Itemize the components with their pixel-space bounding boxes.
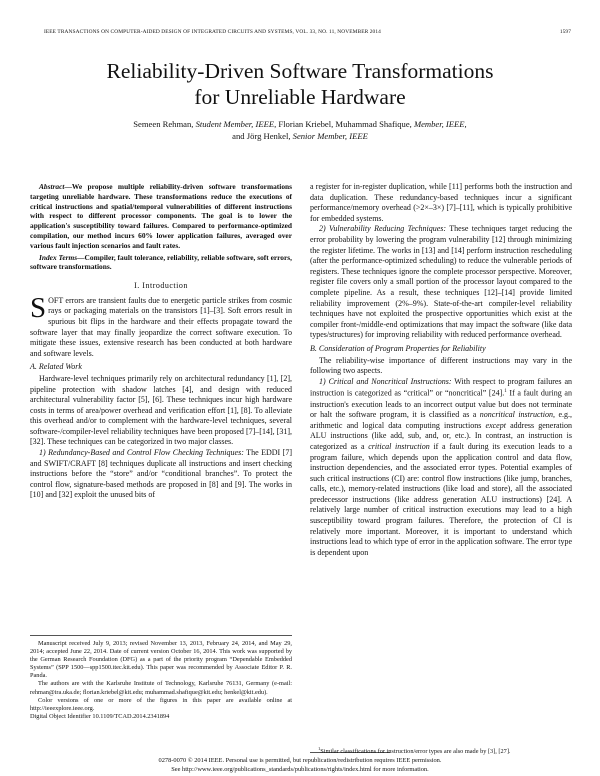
footnote-text: Similar classifications for instruction/error types are also made by [3], [27]. — [320, 748, 511, 756]
section-heading-introduction: I. Introduction — [134, 281, 188, 291]
subsection-heading-related-work: A. Related Work — [30, 362, 82, 372]
index-terms — [30, 253, 292, 273]
critical-text-4: address generation ALU instructions (like add, sub, and, or, etc.). In contrast, an instruction is categorized as a — [310, 420, 572, 451]
abstract-text: —We propose multiple reliability-driven software transformations targeting unreliable hardware. These transformations reduce the executions of critical instructions and spatial/temporal vulnerabilities of different instructions with respect to different processor components. The goal is to lower the application's susceptibility toward failures. Compared to performance-optimized compilation, our method incurs 60% lower application failures, averaged over various fault injection scenarios and fault rates. — [30, 182, 292, 250]
redundancy-text: The EDDI [7] and SWIFT/CRAFT [8] techniques duplicate all instructions and insert checking instructions before the “store” and/or “conditional branches”. To protect the control flow, signature-based methods are proposed in [8] and [9]. The works in [10] and [32] exploit the unused bits of — [30, 448, 292, 500]
title-line-1: Reliability-Driven Software Transformations — [106, 59, 494, 83]
first-page-footnotes — [30, 635, 292, 721]
related-work-paragraph: Hardware-level techniques primarily rely on architectural redundancy [1], [2], pipeline protection with shadow latches [4], and design with reduced architectural vulnerability factor [5], [6]. These techniques incur high hardware costs in terms of area/power overhead and verification effort [1], [8]. To alleviate this overhead and/or to complement with the hardware-level techniques, several software-/compiler-level reliability techniques have been proposed [7]–[14], [31], [32]. These techniques can be categorized in two major classes. — [30, 373, 292, 447]
abstract-label: Abstract — [39, 182, 65, 191]
index-terms-text: —Compiler, fault tolerance, reliability, reliable software, soft errors, software transformations. — [30, 252, 293, 272]
copyright-line-1: 0278-0070 © 2014 IEEE. Personal use is permitted, but republication/redistribution requires IEEE permission. — [158, 757, 442, 764]
doi-note: Digital Object Identifier 10.1109/TCAD.2014.2341894 — [30, 712, 170, 720]
critical-text-5: if a fault during its execution leads to a program failure, which depends upon the application control and data flow, instruction dependencies, and the associated error types. Potential examples of such critical instructions (CI) are: control flow instructions (like jump, branches, calls, etc.), memory-related instructions (like load and store), all the associated predecessor instructions (like address generation ALU instructions) [24]. A relatively large number of critical instruction executions may lead to a high susceptibility toward program failures. Therefore, the protection of CI is relatively more important. Moreover, it is important to understand which instructions lead to which type of error in the application software. The error type is dependent upon — [310, 441, 573, 557]
intro-text: errors are transient faults due to energetic particle strikes from cosmic rays or packaging materials on the transistors [1]–[3]. Soft errors result in spurious bit flips in the hardware and their effects propagate toward the software layer that may finally jeopardize the correct software execution. To mitigate these issues, extensive research has been conducted at both hardware and software levels. — [30, 295, 292, 358]
subsection-heading-program-properties: B. Consideration of Program Properties for Reliability — [310, 343, 486, 353]
term-noncritical: noncritical instruction — [479, 410, 553, 420]
author-names-3: and Jörg Henkel, — [232, 131, 293, 141]
term-critical: critical instruction — [368, 441, 430, 451]
vulnerability-text: These techniques target reducing the error probability by lowering the program vulnerability [12] through minimizing the register lifetime. The works in [13] and [14] perform instruction rescheduling (after the performance-optimized scheduling) to reduce the vulnerable periods of registers. These techniques ignore the complete processor perspective. Moreover, register file covers only a small portion of the processor layout compared to the complete pipeline. As a result, these techniques [12]–[14] provide limited reliability improvement (2%–9%). State-of-the-art compiler-level reliability techniques have not exploited the prospective opportunities which exist at the compiler front-/middle-end optimizations that may impact the software (like data types/structures) for improving reliability with reduced performance overhead. — [310, 224, 572, 340]
author-comma: , — [464, 119, 467, 129]
affiliation-note: The authors are with the Karlsruhe Institute of Technology, Karlsruhe 76131, Germany (e-mail: rehman@ira.uka.de; florian.kriebel@kit.edu; muhammad.shafique@kit.edu; henkel@kit.edu). — [30, 680, 292, 696]
continued-paragraph: a register for in-register duplication, while [11] performs both the instruction and data duplication. These redundancy-based techniques incur a significant performance/memory overhead (>2×–3×) [7]–[11], which is typically prohibitive for embedded systems. — [310, 182, 572, 223]
author-names-2: , Florian Kriebel, Muhammad Shafique, — [274, 119, 414, 129]
redundancy-paragraph — [30, 448, 292, 501]
intro-paragraph — [30, 291, 292, 360]
footnote-mark: 1 — [504, 389, 507, 395]
copyright-notice — [0, 757, 600, 774]
running-header — [44, 29, 571, 35]
vulnerability-heading: 2) Vulnerability Reducing Techniques: — [319, 224, 447, 234]
manuscript-note: Manuscript received July 9, 2013; revised November 13, 2013, February 24, 2014, and May 29, 2014; accepted June 22, 2014. Date of current version October 16, 2014. This work was supported by the German Research Foundation (DFG) as a part of the priority program “Dependable Embedded Systems” (SPP 1500—spp1500.itec.kit.edu). This paper was recommended by Associate Editor P. R. Panda. — [30, 640, 292, 680]
footnote-number: 1 — [318, 746, 321, 751]
index-terms-label: Index Terms — [39, 252, 78, 262]
intro-lead: OFT — [48, 295, 64, 305]
page-number: 1597 — [559, 29, 571, 35]
redundancy-heading: 1) Redundancy-Based and Control Flow Checking Techniques: — [39, 448, 244, 458]
paper-title — [0, 58, 600, 110]
abstract — [30, 182, 292, 251]
copyright-line-2: See http://www.ieee.org/publications_standards/publications/rights/index.html for more information. — [171, 765, 429, 773]
author-role-3: Senior Member, IEEE — [292, 131, 368, 141]
color-note: Color versions of one or more of the figures in this paper are available online at http://ieeexplore.ieee.org. — [30, 696, 292, 712]
left-column — [30, 182, 292, 501]
journal-name: IEEE TRANSACTIONS ON COMPUTER-AIDED DESIGN OF INTEGRATED CIRCUITS AND SYSTEMS, VOL. 33, NO. 11, NOVEMBER 2014 — [44, 29, 381, 35]
critical-text-3: , e.g., arithmetic and logical data computing instructions — [310, 410, 572, 430]
drop-cap: S — [30, 291, 47, 324]
author-role-1: Student Member, IEEE — [195, 119, 275, 129]
author-role-2: Member, IEEE — [413, 119, 465, 129]
right-column — [310, 182, 572, 558]
author-names-1: Semeen Rehman, — [133, 119, 196, 129]
critical-text-2: If a fault during an instruction's execution leads to an incorrect output value but does not terminate or halt the software program, it is classified as a — [310, 388, 572, 420]
term-except: except — [485, 420, 506, 430]
critical-heading: 1) Critical and Noncritical Instructions: — [319, 376, 452, 386]
critical-text-1: With respect to program failures an instruction is categorized as “critical” or “noncritical” [24]. — [310, 376, 572, 398]
vulnerability-paragraph — [310, 224, 572, 341]
title-line-2: for Unreliable Hardware — [194, 85, 406, 109]
author-list — [0, 118, 600, 142]
critical-instructions-paragraph — [310, 377, 572, 559]
classification-footnote — [318, 745, 572, 756]
program-properties-paragraph: The reliability-wise importance of different instructions may vary in the following two aspects. — [310, 355, 572, 376]
author-line-1 — [0, 118, 600, 130]
author-line-2 — [0, 130, 600, 142]
